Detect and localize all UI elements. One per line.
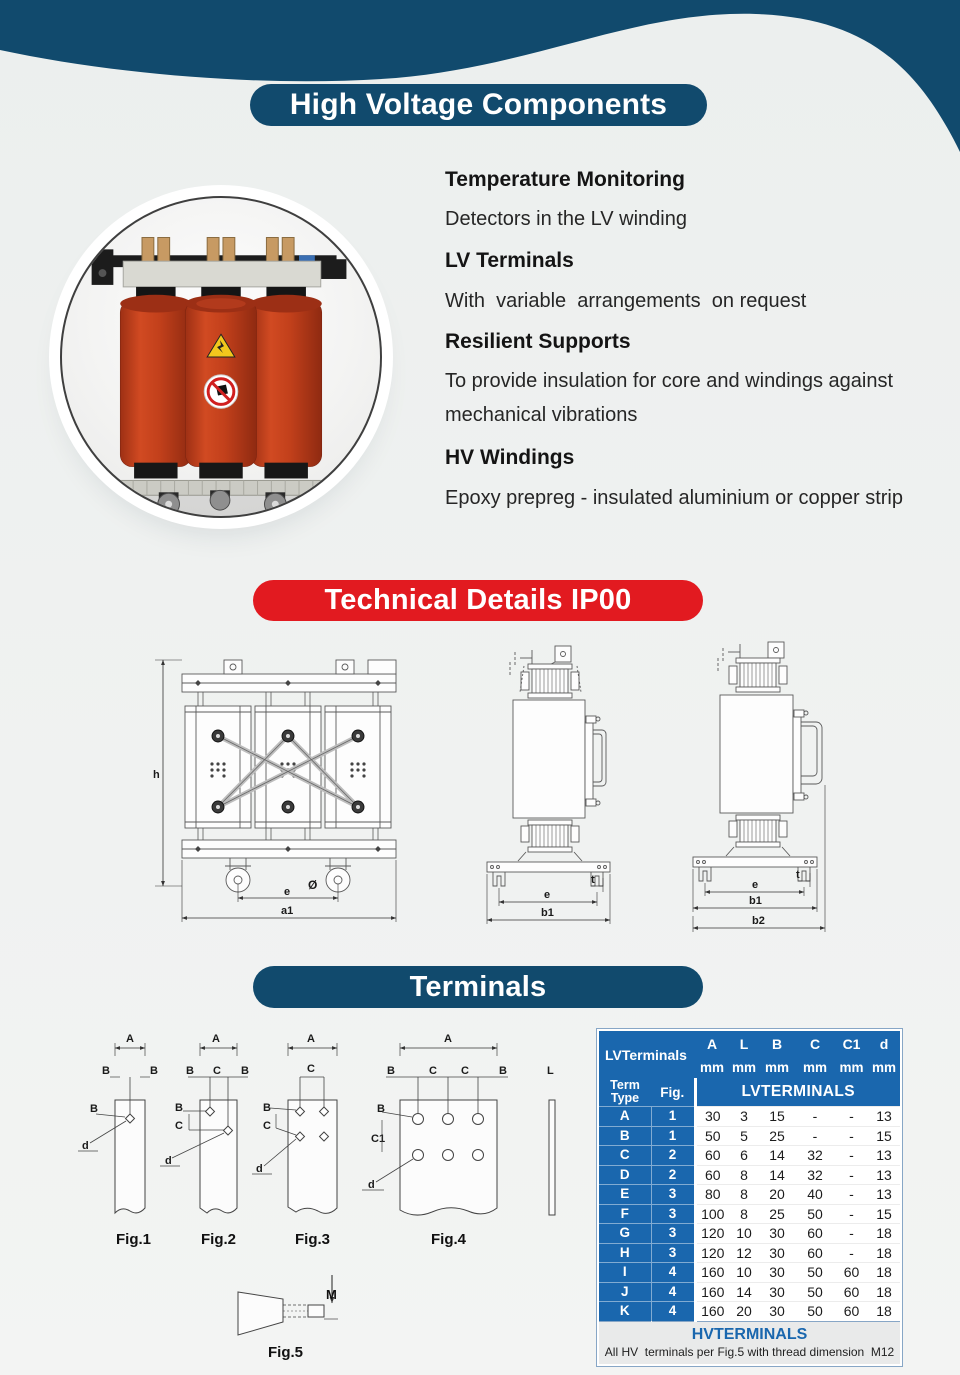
- feature-resilient-supports: [445, 330, 957, 354]
- dim-label-t: t: [796, 869, 800, 881]
- value-cell: 30: [695, 1107, 729, 1127]
- feature-lv-terminals-desc: [445, 284, 957, 318]
- dim-label-A: A: [212, 1033, 220, 1045]
- feature-temperature-monitoring-desc: [445, 202, 957, 236]
- value-cell: 30: [759, 1302, 795, 1322]
- term-type-header: Term Type: [599, 1078, 651, 1107]
- table-row: [599, 1126, 900, 1146]
- value-cell: 20: [759, 1185, 795, 1205]
- value-cell: 15: [868, 1204, 900, 1224]
- term-type-cell: J: [599, 1282, 651, 1302]
- term-type-cell: E: [599, 1185, 651, 1205]
- value-cell: 120: [695, 1243, 729, 1263]
- term-type-cell: F: [599, 1204, 651, 1224]
- value-cell: -: [795, 1126, 835, 1146]
- unit-header: mm: [729, 1056, 759, 1078]
- term-type-cell: C: [599, 1146, 651, 1166]
- fig-cell: 2: [651, 1165, 695, 1185]
- value-cell: 30: [759, 1263, 795, 1283]
- feature-lv-terminals: [445, 249, 957, 273]
- fig-cell: 1: [651, 1126, 695, 1146]
- dim-label-B: B: [387, 1065, 395, 1077]
- fig-cell: 4: [651, 1302, 695, 1322]
- value-cell: 13: [868, 1185, 900, 1205]
- dim-label-C: C: [307, 1063, 315, 1075]
- feature-desc: Detectors in the LV winding: [445, 208, 687, 230]
- dim-label-B: B: [499, 1065, 507, 1077]
- value-cell: 20: [729, 1302, 759, 1322]
- prohibition-sticker: [204, 375, 238, 409]
- fig-cell: 1: [651, 1107, 695, 1127]
- dim-label-B: B: [150, 1065, 158, 1077]
- value-cell: 6: [729, 1146, 759, 1166]
- dim-label-B: B: [241, 1065, 249, 1077]
- value-cell: 50: [795, 1282, 835, 1302]
- feature-desc: With variable arrangements on request: [445, 290, 807, 312]
- terminal-figure-5: [180, 1255, 440, 1375]
- value-cell: 60: [695, 1146, 729, 1166]
- lv-terminals-group-header: LVTERMINALS: [695, 1078, 900, 1107]
- value-cell: -: [835, 1126, 868, 1146]
- feature-desc: Epoxy prepreg - insulated aluminium or copper strip: [445, 487, 903, 509]
- value-cell: 13: [868, 1146, 900, 1166]
- value-cell: 12: [729, 1243, 759, 1263]
- figure-caption: Fig.2: [201, 1231, 237, 1248]
- value-cell: 10: [729, 1263, 759, 1283]
- value-cell: -: [795, 1107, 835, 1127]
- feature-hv-windings: [445, 446, 957, 470]
- value-cell: 30: [759, 1243, 795, 1263]
- value-cell: -: [835, 1165, 868, 1185]
- dim-label-d: d: [368, 1179, 375, 1191]
- value-cell: -: [835, 1224, 868, 1244]
- dim-label-C1: C1: [371, 1133, 386, 1145]
- dim-label-B: B: [263, 1102, 271, 1114]
- value-cell: 50: [795, 1302, 835, 1322]
- value-cell: 60: [795, 1243, 835, 1263]
- value-cell: -: [835, 1185, 868, 1205]
- feature-temperature-monitoring: [445, 168, 957, 192]
- unit-header: mm: [695, 1056, 729, 1078]
- dim-label-C: C: [175, 1120, 183, 1132]
- col-header-L: L: [729, 1031, 759, 1056]
- dim-label-B: B: [90, 1103, 98, 1115]
- value-cell: 18: [868, 1243, 900, 1263]
- value-cell: 8: [729, 1165, 759, 1185]
- section-title-technical-details: Technical Details IP00: [253, 580, 703, 621]
- dim-label-B: B: [377, 1103, 385, 1115]
- fig-cell: 3: [651, 1243, 695, 1263]
- value-cell: 80: [695, 1185, 729, 1205]
- table-corner-header: LVTerminals: [599, 1031, 695, 1078]
- value-cell: 60: [835, 1263, 868, 1283]
- value-cell: 30: [759, 1224, 795, 1244]
- dim-label-d: d: [82, 1140, 89, 1152]
- term-type-cell: H: [599, 1243, 651, 1263]
- col-header-B: B: [759, 1031, 795, 1056]
- figure-caption: Fig.1: [116, 1231, 152, 1248]
- fig-col-header: Fig.: [651, 1078, 695, 1107]
- dim-label-C: C: [263, 1120, 271, 1132]
- table-row: [599, 1302, 900, 1322]
- table-row: [599, 1204, 900, 1224]
- table-row: [599, 1282, 900, 1302]
- fig-cell: 4: [651, 1282, 695, 1302]
- fig-cell: 3: [651, 1224, 695, 1244]
- value-cell: 60: [795, 1224, 835, 1244]
- transformer-photo: [60, 196, 382, 518]
- table-row: [599, 1224, 900, 1244]
- feature-hv-windings-desc: [445, 481, 957, 515]
- table-row: [599, 1185, 900, 1205]
- figure-caption: Fig.5: [268, 1344, 304, 1361]
- term-type-cell: D: [599, 1165, 651, 1185]
- unit-header: mm: [795, 1056, 835, 1078]
- dim-label-e: e: [544, 889, 551, 901]
- dim-label-d: d: [165, 1155, 172, 1167]
- value-cell: 160: [695, 1282, 729, 1302]
- value-cell: 15: [868, 1126, 900, 1146]
- table-row: [599, 1146, 900, 1166]
- dim-label-M: M: [326, 1287, 337, 1302]
- dim-label-L: L: [547, 1065, 554, 1077]
- value-cell: 50: [795, 1204, 835, 1224]
- value-cell: 14: [759, 1146, 795, 1166]
- value-cell: 100: [695, 1204, 729, 1224]
- fig2-plate: [160, 1043, 248, 1213]
- figure-caption: Fig.4: [431, 1231, 467, 1248]
- dim-label-e: e: [752, 879, 759, 891]
- table-row: [599, 1263, 900, 1283]
- feature-title: Resilient Supports: [445, 330, 631, 353]
- lv-table-body: [599, 1107, 900, 1322]
- table-row: [599, 1165, 900, 1185]
- value-cell: 30: [759, 1282, 795, 1302]
- value-cell: 60: [835, 1302, 868, 1322]
- dim-label-B: B: [102, 1065, 110, 1077]
- col-header-A: A: [695, 1031, 729, 1056]
- dim-label-b1: b1: [749, 895, 762, 907]
- term-type-cell: G: [599, 1224, 651, 1244]
- dim-label-C: C: [429, 1065, 437, 1077]
- dim-label-b2: b2: [752, 915, 765, 927]
- value-cell: 13: [868, 1165, 900, 1185]
- fig1-plate: [78, 1043, 150, 1213]
- col-header-d: d: [868, 1031, 900, 1056]
- unit-header: mm: [835, 1056, 868, 1078]
- transformer-illustration: [62, 198, 380, 516]
- dim-label-A: A: [126, 1033, 134, 1045]
- value-cell: 32: [795, 1146, 835, 1166]
- feature-desc: To provide insulation for core and windings against mechanical vibrations: [445, 370, 899, 426]
- dim-label-B: B: [175, 1102, 183, 1114]
- lv-terminals-table: [596, 1028, 903, 1367]
- hv-terminals-note: All HV terminals per Fig.5 with thread dimension M12: [604, 1345, 895, 1359]
- dim-label-e: e: [284, 886, 291, 898]
- dim-label-B: B: [186, 1065, 194, 1077]
- dim-label-A: A: [307, 1033, 315, 1045]
- value-cell: 13: [868, 1107, 900, 1127]
- fig-cell: 3: [651, 1185, 695, 1205]
- value-cell: -: [835, 1107, 868, 1127]
- feature-resilient-supports-desc: [445, 364, 957, 432]
- value-cell: 120: [695, 1224, 729, 1244]
- dim-label-b1: b1: [541, 907, 554, 919]
- value-cell: 18: [868, 1263, 900, 1283]
- dim-label-a1: a1: [281, 905, 294, 917]
- value-cell: -: [835, 1204, 868, 1224]
- value-cell: 50: [695, 1126, 729, 1146]
- value-cell: 15: [759, 1107, 795, 1127]
- value-cell: 40: [795, 1185, 835, 1205]
- drawing-side-view-2: [670, 630, 920, 945]
- value-cell: 32: [795, 1165, 835, 1185]
- value-cell: -: [835, 1146, 868, 1166]
- dim-label-A: A: [444, 1033, 452, 1045]
- feature-title: LV Terminals: [445, 249, 574, 272]
- fig-cell: 3: [651, 1204, 695, 1224]
- unit-header: mm: [759, 1056, 795, 1078]
- feature-title: HV Windings: [445, 446, 575, 469]
- value-cell: 14: [729, 1282, 759, 1302]
- hv-terminals-footer: [599, 1321, 900, 1364]
- value-cell: 18: [868, 1302, 900, 1322]
- figure-caption: Fig.3: [295, 1231, 331, 1248]
- term-type-cell: I: [599, 1263, 651, 1283]
- section-title-terminals: Terminals: [253, 966, 703, 1008]
- term-type-cell: A: [599, 1107, 651, 1127]
- value-cell: 3: [729, 1107, 759, 1127]
- value-cell: 8: [729, 1185, 759, 1205]
- value-cell: 25: [759, 1204, 795, 1224]
- term-type-cell: B: [599, 1126, 651, 1146]
- value-cell: 50: [795, 1263, 835, 1283]
- dim-label-C: C: [461, 1065, 469, 1077]
- value-cell: 25: [759, 1126, 795, 1146]
- fig-cell: 4: [651, 1263, 695, 1283]
- value-cell: 60: [835, 1282, 868, 1302]
- unit-header: mm: [868, 1056, 900, 1078]
- hv-terminals-title: HVTERMINALS: [691, 1326, 808, 1343]
- table-row: [599, 1107, 900, 1127]
- value-cell: 5: [729, 1126, 759, 1146]
- feature-title: Temperature Monitoring: [445, 168, 685, 191]
- drawing-front-view: [140, 640, 440, 940]
- drawing-side-view-1: [460, 630, 700, 940]
- value-cell: 10: [729, 1224, 759, 1244]
- dim-label-h: h: [153, 769, 160, 781]
- col-header-C: C: [795, 1031, 835, 1056]
- dim-label-wheel-diameter: Ø: [308, 878, 318, 892]
- fig-l-bar: [549, 1100, 555, 1215]
- value-cell: 14: [759, 1165, 795, 1185]
- col-header-C1: C1: [835, 1031, 868, 1056]
- fig-cell: 2: [651, 1146, 695, 1166]
- value-cell: 18: [868, 1282, 900, 1302]
- value-cell: 8: [729, 1204, 759, 1224]
- dim-label-t: t: [591, 874, 595, 886]
- dim-label-C: C: [213, 1065, 221, 1077]
- term-type-cell: K: [599, 1302, 651, 1322]
- dim-label-d: d: [256, 1163, 263, 1175]
- table-row: [599, 1243, 900, 1263]
- value-cell: 18: [868, 1224, 900, 1244]
- value-cell: 160: [695, 1263, 729, 1283]
- value-cell: 160: [695, 1302, 729, 1322]
- page-title: High Voltage Components: [250, 84, 707, 126]
- value-cell: -: [835, 1243, 868, 1263]
- terminal-figures: [60, 1030, 590, 1260]
- value-cell: 60: [695, 1165, 729, 1185]
